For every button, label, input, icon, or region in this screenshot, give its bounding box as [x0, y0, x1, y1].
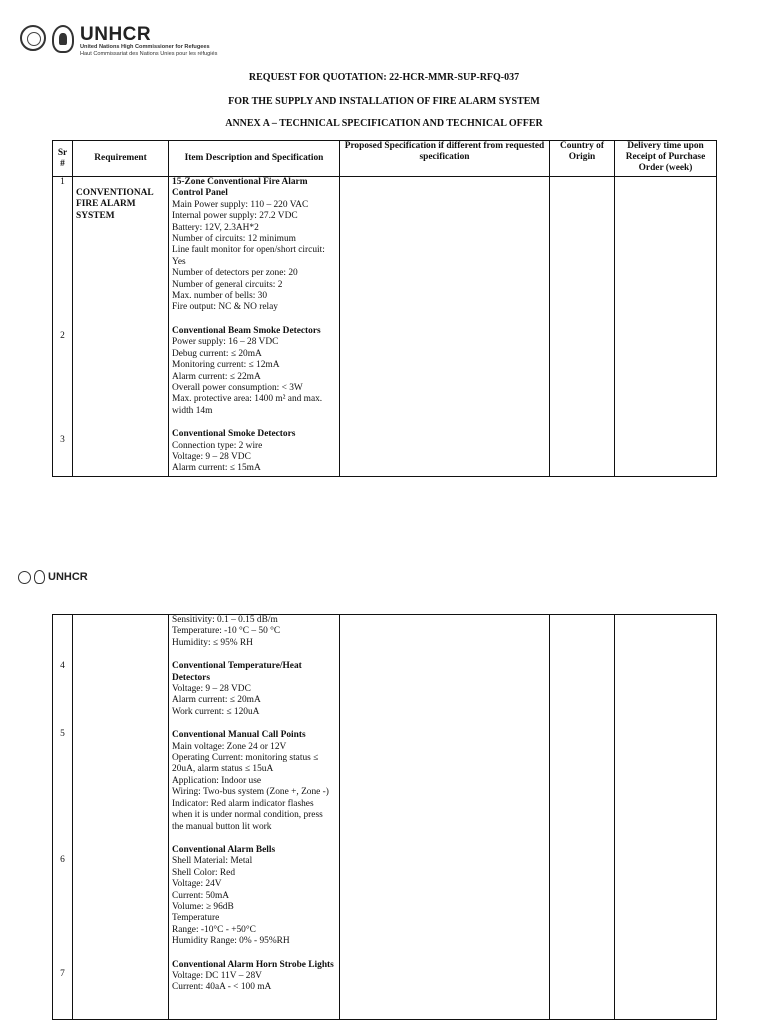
spec-line: Work current: ≤ 120uA [172, 706, 260, 717]
spec-line: Fire output: NC & NO relay [172, 302, 278, 313]
item-6 [172, 845, 336, 948]
spec-line: Alarm current: ≤ 22mA [172, 371, 261, 382]
spec-line: Temperature [172, 913, 220, 924]
spec-line: Indicator: Red alarm indicator flashes when it is under normal condition, press the manual button lit work [172, 798, 323, 832]
sr-column [53, 615, 73, 1020]
item-title: 15-Zone Conventional Fire Alarm Control Panel [172, 177, 308, 199]
brand-subtitle-fr: Haut Commissariat des Nations Unies pour les réfugiés [80, 51, 218, 57]
spec-line: Max. number of bells: 30 [172, 291, 268, 302]
spec-line: Range: -10°C - +50°C [172, 924, 256, 935]
sr-number: 1 [60, 177, 65, 187]
rfq-subtitle: FOR THE SUPPLY AND INSTALLATION OF FIRE ALARM SYSTEM [228, 96, 540, 107]
item-title: Conventional Manual Call Points [172, 730, 306, 741]
header-item: Item Description and Specification [169, 141, 340, 177]
spec-table-page2 [52, 614, 717, 1020]
sr-number: 3 [60, 434, 65, 445]
unhcr-emblem-icon [34, 570, 45, 584]
proposed-spec-cell[interactable] [340, 177, 550, 477]
delivery-time-cell[interactable] [615, 177, 717, 477]
spec-table-page1 [52, 140, 717, 477]
spec-line: Monitoring current: ≤ 12mA [172, 360, 280, 371]
sr-number: 4 [60, 661, 65, 671]
sr-number: 5 [60, 729, 65, 740]
brand-name-small: UNHCR [48, 571, 88, 583]
country-of-origin-cell[interactable] [550, 177, 615, 477]
sr-number: 2 [60, 331, 65, 342]
spec-line: Power supply: 16 – 28 VDC [172, 337, 279, 348]
header-requirement: Requirement [73, 141, 169, 177]
item-1 [172, 177, 336, 314]
item-title: Conventional Alarm Bells [172, 844, 276, 855]
spec-line: Max. protective area: 1400 m² and max. width 14m [172, 394, 323, 416]
spec-line: Voltage: 9 – 28 VDC [172, 684, 251, 695]
spec-line: Alarm current: ≤ 20mA [172, 695, 261, 706]
spec-line: Voltage: DC 11V – 28V [172, 970, 262, 981]
unhcr-logo [20, 25, 217, 59]
sr-number: 7 [60, 969, 65, 980]
sr-column [53, 177, 73, 477]
spec-line: Main Power supply: 110 – 220 VAC [172, 199, 309, 210]
spec-line: Connection type: 2 wire [172, 440, 263, 451]
spec-line: Number of general circuits: 2 [172, 279, 283, 290]
unhcr-emblem-icon [52, 25, 74, 53]
item-title: Conventional Beam Smoke Detectors [172, 325, 321, 336]
spec-line: Voltage: 9 – 28 VDC [172, 451, 251, 462]
spec-line: Battery: 12V, 2.3AH*2 [172, 222, 259, 233]
item-description-cell [169, 177, 340, 477]
item-title: Conventional Smoke Detectors [172, 429, 296, 440]
spec-line: Number of detectors per zone: 20 [172, 268, 298, 279]
item-3 [172, 429, 336, 475]
requirement-cell: CONVENTIONAL FIRE ALARM SYSTEM [73, 177, 169, 477]
spec-line: Sensitivity: 0.1 – 0.15 dB/m [172, 615, 278, 625]
item-3-continued [172, 615, 336, 649]
item-7 [172, 960, 336, 994]
item-4 [172, 661, 336, 718]
item-title: Conventional Alarm Horn Strobe Lights [172, 959, 334, 970]
annex-title: ANNEX A – TECHNICAL SPECIFICATION AND TECHNICAL OFFER [225, 118, 543, 129]
spec-line: Line fault monitor for open/short circuit: Yes [172, 245, 325, 267]
brand-subtitle-en: United Nations High Commissioner for Refugees [80, 44, 210, 50]
spec-line: Shell Color: Red [172, 867, 236, 878]
unhcr-logo-small [18, 570, 88, 584]
country-of-origin-cell[interactable] [550, 615, 615, 1020]
sr-number: 6 [60, 854, 65, 865]
item-description-cell [169, 615, 340, 1020]
spec-line: Temperature: -10 °C – 50 °C [172, 626, 281, 637]
spec-line: Main voltage: Zone 24 or 12V [172, 741, 287, 752]
table-row [53, 615, 717, 1020]
un-emblem-icon [20, 25, 46, 51]
spec-line: Operating Current: monitoring status ≤ 20uA, alarm status ≤ 15uA [172, 753, 319, 775]
spec-line: Voltage: 24V [172, 879, 222, 890]
item-5 [172, 730, 336, 833]
rfq-title: REQUEST FOR QUOTATION: 22-HCR-MMR-SUP-RFQ-037 [248, 72, 520, 83]
requirement-cell [73, 615, 169, 1020]
brand-name: UNHCR [80, 24, 152, 45]
spec-line: Number of circuits: 12 minimum [172, 234, 296, 245]
un-emblem-icon [18, 571, 31, 584]
table-header-row [53, 141, 717, 177]
spec-line: Current: 40aA - < 100 mA [172, 982, 272, 993]
item-2 [172, 326, 336, 417]
spec-line: Overall power consumption: < 3W [172, 382, 303, 393]
spec-line: Humidity: ≤ 95% RH [172, 637, 253, 648]
spec-line: Volume: ≥ 96dB [172, 901, 234, 912]
spec-line: Wiring: Two-bus system (Zone +, Zone -) [172, 787, 329, 798]
spec-line: Humidity Range: 0% - 95%RH [172, 936, 290, 947]
header-proposed: Proposed Specification if different from requested specification [340, 141, 550, 177]
spec-line: Debug current: ≤ 20mA [172, 348, 262, 359]
header-delivery: Delivery time upon Receipt of Purchase Order (week) [615, 141, 717, 177]
header-country: Country of Origin [550, 141, 615, 177]
table-row [53, 177, 717, 477]
header-sr: Sr # [53, 141, 73, 177]
spec-line: Current: 50mA [172, 890, 230, 901]
spec-line: Internal power supply: 27.2 VDC [172, 211, 298, 222]
spec-line: Alarm current: ≤ 15mA [172, 463, 261, 474]
item-title: Conventional Temperature/Heat Detectors [172, 661, 302, 683]
delivery-time-cell[interactable] [615, 615, 717, 1020]
brand-block [80, 25, 217, 58]
proposed-spec-cell[interactable] [340, 615, 550, 1020]
spec-line: Shell Material: Metal [172, 856, 253, 867]
spec-line: Application: Indoor use [172, 775, 262, 786]
